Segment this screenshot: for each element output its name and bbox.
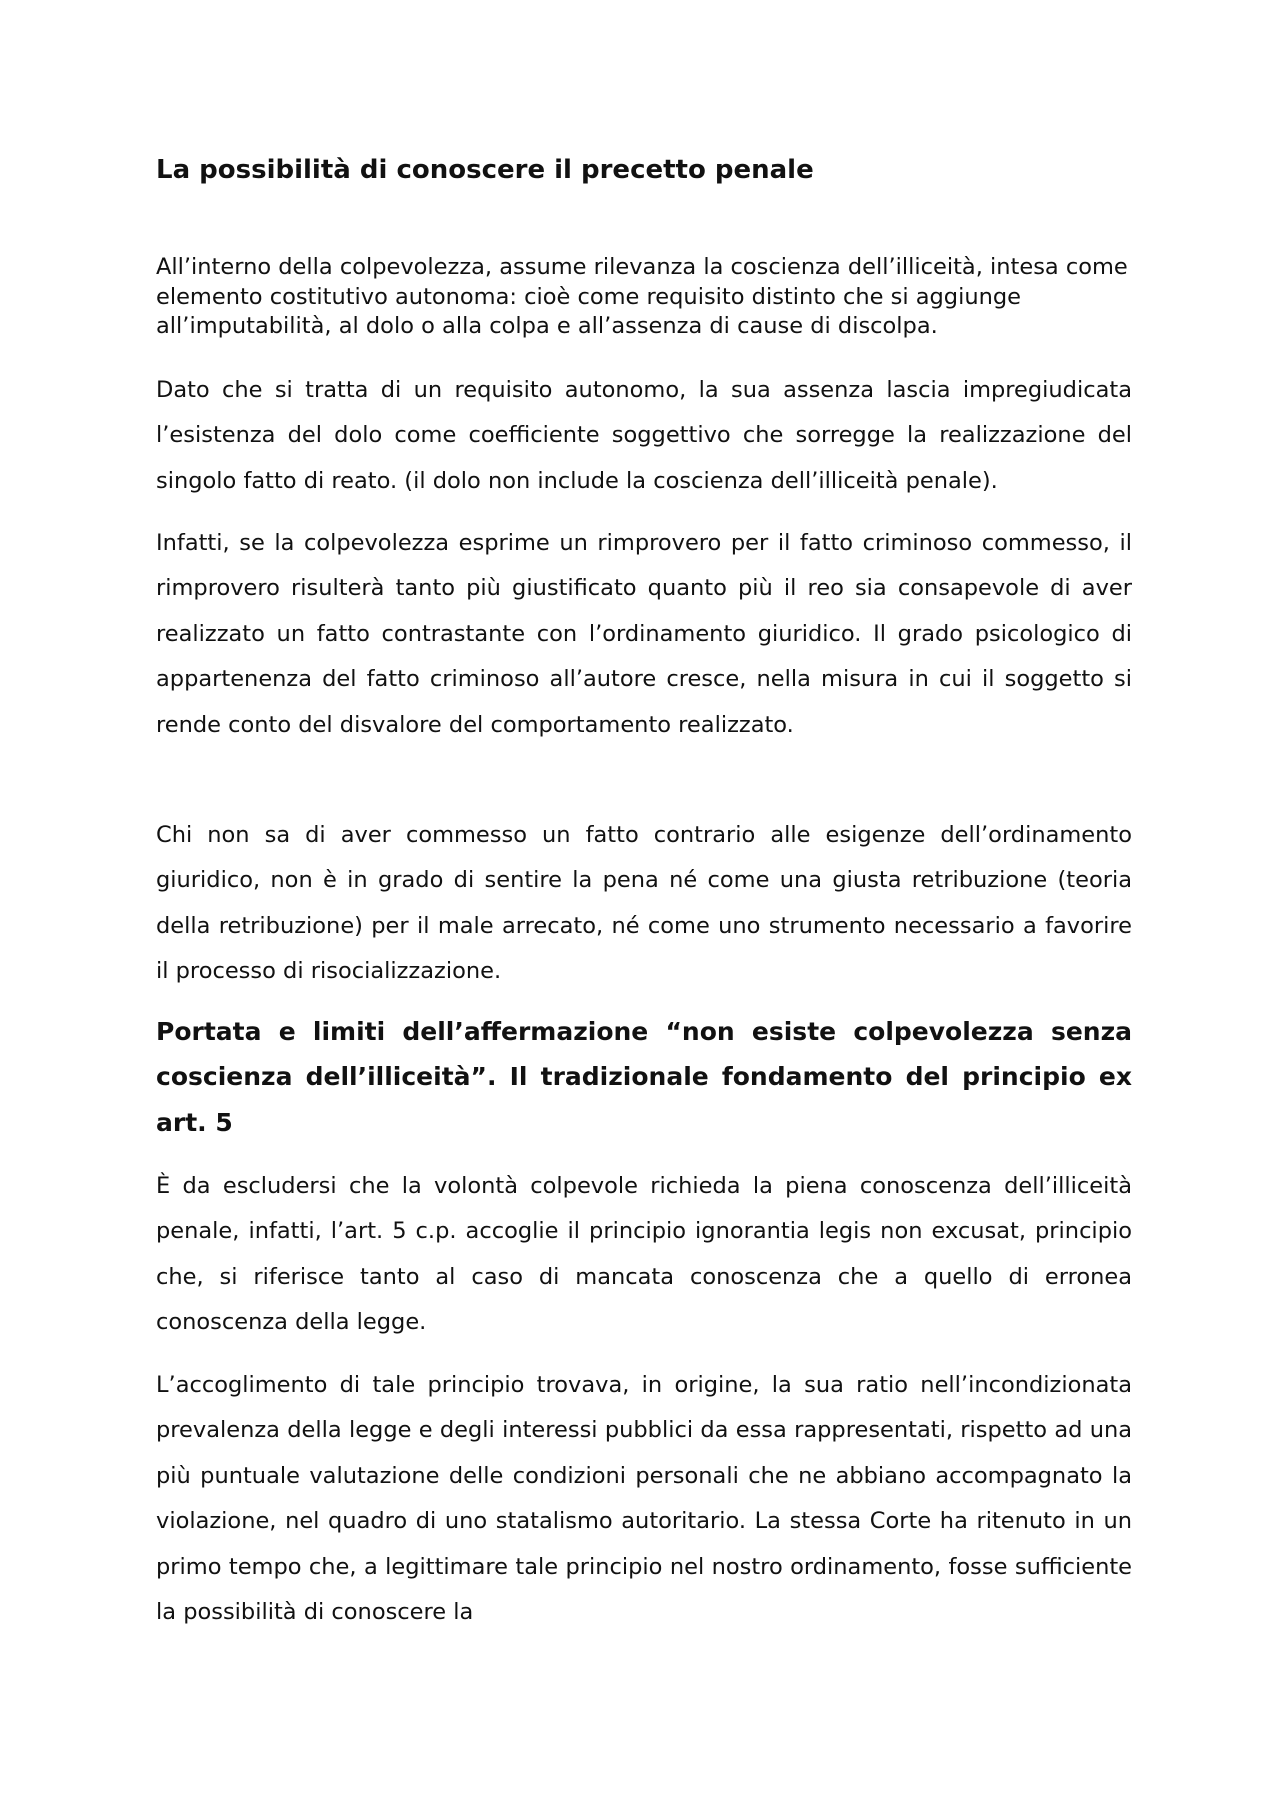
section-heading: Portata e limiti dell’affermazione “non esiste colpevolezza senza coscienza dell’illiceità”. Il tradizionale fondamento del principio ex art. 5	[156, 1017, 1132, 1137]
paragraph: Dato che si tratta di un requisito autonomo, la sua assenza lascia impregiudicata l’esistenza del dolo come coefficiente soggettivo che sorregge la realizzazione del singolo fatto di reato. (il dolo non include la coscienza dell’illiceità penale).	[156, 377, 1132, 494]
paragraph: Infatti, se la colpevolezza esprime un rimprovero per il fatto criminoso commesso, il rimprovero risulterà tanto più giustificato quanto più il reo sia consapevole di aver realizzato un fatto contrastante con l’ordinamento giuridico. Il grado psicologico di appartenenza del fatto criminoso all’autore cresce, nella misura in cui il soggetto si rende conto del disvalore del comportamento realizzato.	[156, 530, 1132, 738]
paragraph: L’accoglimento di tale principio trovava, in origine, la sua ratio nell’incondizionata prevalenza della legge e degli interessi pubblici da essa rappresentati, rispetto ad una più puntuale valutazione delle condizioni personali che ne abbiano accompagnato la violazione, nel quadro di uno statalismo autoritario. La stessa Corte ha ritenuto in un primo tempo che, a legittimare tale principio nel nostro ordinamento, fosse sufficiente la possibilità di conoscere la	[156, 1372, 1132, 1626]
paragraph: All’interno della colpevolezza, assume rilevanza la coscienza dell’illiceità, intesa come elemento costitutivo autonoma: cioè come requisito distinto che si aggiunge all’imputabilità, al dolo o alla colpa e all’assenza di cause di discolpa.	[156, 254, 1128, 340]
paragraph: È da escludersi che la volontà colpevole richieda la piena conoscenza dell’illiceità penale, infatti, l’art. 5 c.p. accoglie il principio ignorantia legis non excusat, principio che, si riferisce tanto al caso di mancata conoscenza che a quello di erronea conoscenza della legge.	[156, 1173, 1132, 1336]
paragraph: Chi non sa di aver commesso un fatto contrario alle esigenze dell’ordinamento giuridico, non è in grado di sentire la pena né come una giusta retribuzione (teoria della retribuzione) per il male arrecato, né come uno strumento necessario a favorire il processo di risocializzazione.	[156, 822, 1132, 985]
page-title: La possibilità di conoscere il precetto penale	[156, 155, 814, 185]
